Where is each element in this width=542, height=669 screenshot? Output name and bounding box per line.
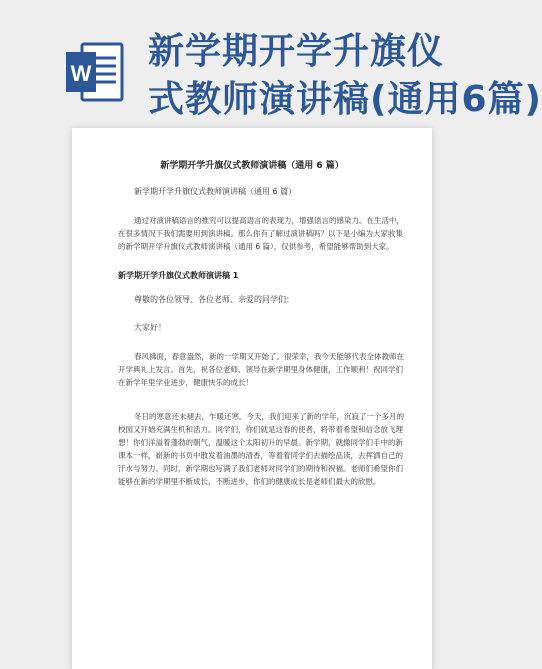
hello-line: 大家好！ [134,323,166,332]
greeting-line: 尊敬的各位领导、各位老师、亲爱的同学们： [134,295,294,304]
doc-heading: 新学期开学升旗仪式教师演讲稿（通用 6 篇） [160,161,344,171]
svg-text:W: W [70,61,92,86]
intro-paragraph: 通过对演讲稿语言的推究可以提高语言的表现力，增强语言的感染力。在生活中，在很多情况下我们需要用到演讲稿。那么你有了解过演讲稿吗？以下是小编为大家收集的新学期开学升旗仪式教师演讲稿（通用 6 篇），仅供参考，希望能够帮助到大家。 [118,216,404,251]
doc-subtitle: 新学期开学升旗仪式教师演讲稿（通用 6 篇） [134,187,297,196]
body-paragraph-2: 冬日的寒意还未褪去，乍暖还寒。今天，我们迎来了新的学年，沉寂了一个多月的校园又开始充满生机和活力。同学们，你们就是这春的使者，将带着希望和信念放飞理想！你们洋溢着蓬勃的朝气，温暖这个太阳初升的早晨。新学期，就像同学们手中的新课本一样，崭新的书页中散发着油墨的清香，等着着同学们去描绘品读，去挥洒自己的汗水与努力。同时，新学期也写满了我们老师对同学们的期待和祝福。老师们希望你们能够在新的学期里不断成长，不断进步，你们的健康成长是老师们最大的欣慰。 [118,412,404,486]
document-page [72,128,432,669]
document-title [148,28,542,124]
word-icon [64,40,124,104]
title-line-1: 新学期开学升旗仪 [148,31,445,72]
title-line-2: 式教师演讲稿(通用6篇) [148,79,542,120]
body-paragraph-1: 春风拂面，春意盎然，新的一学期又开始了。很荣幸，我今天能够代表全体教师在开学典礼上发言。首先，祝各位老师、领导在新学期里身体健康，工作顺利！祝同学们在新学年里学业进步，健康快乐的成长！ [118,352,404,387]
header-banner [0,0,542,140]
section-title: 新学期开学升旗仪式教师演讲稿 1 [118,271,239,280]
